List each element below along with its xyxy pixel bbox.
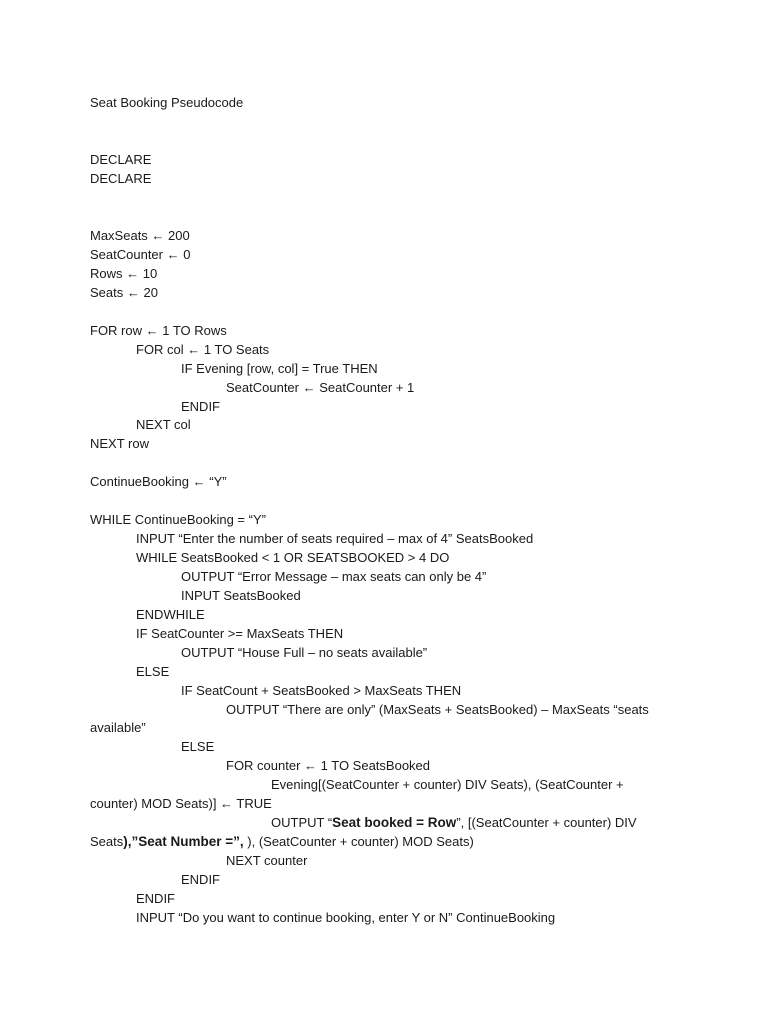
init-seats: Seats ← 20 bbox=[90, 285, 158, 300]
next-row-line: NEXT row bbox=[90, 436, 149, 451]
endwhile-line: ENDWHILE bbox=[136, 607, 205, 622]
endif-line: ENDIF bbox=[181, 399, 220, 414]
output-booked-prefix: OUTPUT “ bbox=[271, 815, 333, 830]
evening-assign-line-1: Evening[(SeatCounter + counter) DIV Seats), (SeatCounter + bbox=[271, 777, 624, 792]
init-maxseats: MaxSeats ← 200 bbox=[90, 228, 190, 243]
document-title: Seat Booking Pseudocode bbox=[90, 95, 244, 110]
while-invalid-line: WHILE SeatsBooked < 1 OR SEATSBOOKED > 4 DO bbox=[136, 550, 450, 565]
declare-line-2: DECLARE bbox=[90, 171, 152, 186]
endif-outer-line: ENDIF bbox=[136, 891, 175, 906]
output-booked-line-1 bbox=[271, 813, 637, 832]
output-only-line-2: available” bbox=[90, 720, 146, 735]
input-seats-line: INPUT “Enter the number of seats required – max of 4” SeatsBooked bbox=[136, 531, 534, 546]
for-row-line: FOR row ← 1 TO Rows bbox=[90, 323, 227, 338]
if-count-line: IF SeatCount + SeatsBooked > MaxSeats THEN bbox=[181, 683, 462, 698]
output-booked-rest: ”, [(SeatCounter + counter) DIV bbox=[456, 815, 637, 830]
output-error-line: OUTPUT “Error Message – max seats can only be 4” bbox=[181, 569, 487, 584]
init-seatcounter: SeatCounter ← 0 bbox=[90, 247, 191, 262]
for-col-line: FOR col ← 1 TO Seats bbox=[136, 342, 270, 357]
next-col-line: NEXT col bbox=[136, 417, 191, 432]
while-continue-line: WHILE ContinueBooking = “Y” bbox=[90, 512, 266, 527]
declare-line-1: DECLARE bbox=[90, 152, 152, 167]
else-line-2: ELSE bbox=[181, 739, 215, 754]
continue-init-line: ContinueBooking ← “Y” bbox=[90, 474, 227, 489]
if-evening-line: IF Evening [row, col] = True THEN bbox=[181, 361, 378, 376]
output-full-line: OUTPUT “House Full – no seats available” bbox=[181, 645, 428, 660]
input-continue-line: INPUT “Do you want to continue booking, enter Y or N” ContinueBooking bbox=[136, 910, 556, 925]
output-only-line-1: OUTPUT “There are only” (MaxSeats + SeatsBooked) – MaxSeats “seats bbox=[226, 702, 649, 717]
if-full-line: IF SeatCounter >= MaxSeats THEN bbox=[136, 626, 344, 641]
for-counter-line: FOR counter ← 1 TO SeatsBooked bbox=[226, 758, 431, 773]
else-line-1: ELSE bbox=[136, 664, 170, 679]
output-booked-tail: ), (SeatCounter + counter) MOD Seats) bbox=[243, 834, 474, 849]
output-booked-bold-seat-number: ),”Seat Number =”, bbox=[123, 834, 244, 849]
input-again-line: INPUT SeatsBooked bbox=[181, 588, 301, 603]
output-booked-line-2 bbox=[90, 832, 474, 851]
evening-assign-line-2: counter) MOD Seats)] ← TRUE bbox=[90, 796, 272, 811]
increment-line: SeatCounter ← SeatCounter + 1 bbox=[226, 380, 415, 395]
next-counter-line: NEXT counter bbox=[226, 853, 308, 868]
init-rows: Rows ← 10 bbox=[90, 266, 158, 281]
endif-inner-line: ENDIF bbox=[181, 872, 220, 887]
output-booked-bold-row: Seat booked = Row bbox=[332, 815, 457, 830]
output-booked-seats: Seats bbox=[90, 834, 124, 849]
